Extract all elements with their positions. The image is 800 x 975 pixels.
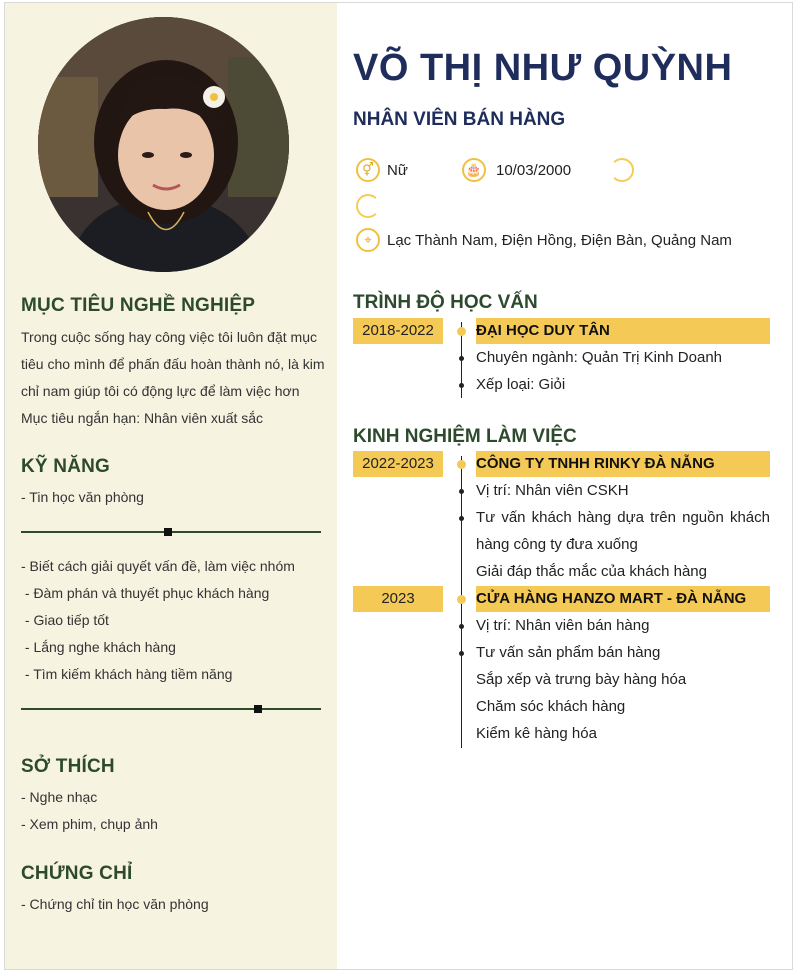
candidate-name: VÕ THỊ NHƯ QUỲNH — [353, 47, 733, 89]
education-title: TRÌNH ĐỘ HỌC VẤN — [353, 292, 538, 313]
objective-line: tiêu cho mình để phấn đấu hoàn thành nó, là kim — [21, 356, 325, 372]
skill-level-knob — [164, 528, 172, 536]
skill-item: - Giao tiếp tốt — [21, 612, 109, 628]
timeline-dot — [457, 460, 466, 469]
birthday-value: 10/03/2000 — [496, 162, 572, 179]
certificates-title: CHỨNG CHỈ — [21, 863, 133, 884]
education-period: 2018-2022 — [353, 318, 443, 344]
job-title: NHÂN VIÊN BÁN HÀNG — [353, 109, 566, 130]
job-detail: hàng công ty đưa xuống — [476, 536, 638, 553]
skill-item: - Lắng nghe khách hàng — [21, 639, 176, 655]
gender-value: Nữ — [387, 162, 408, 179]
education-detail: Chuyên ngành: Quản Trị Kinh Doanh — [476, 349, 722, 366]
job-period: 2023 — [353, 586, 443, 612]
company-name: CÔNG TY TNHH RINKY ĐÀ NẴNG — [476, 451, 770, 477]
hobby-item: - Nghe nhạc — [21, 789, 98, 805]
timeline-dot — [459, 516, 464, 521]
job-detail: Vị trí: Nhân viên bán hàng — [476, 617, 650, 634]
certificate-item: - Chứng chỉ tin học văn phòng — [21, 896, 209, 912]
job-period: 2022-2023 — [353, 451, 443, 477]
timeline-dot — [459, 383, 464, 388]
hobbies-title: SỞ THÍCH — [21, 756, 115, 777]
skill-level-bar — [21, 531, 321, 533]
job-detail: Kiểm kê hàng hóa — [476, 725, 597, 742]
gender-icon: ⚥ — [356, 158, 380, 182]
job-detail: Giải đáp thắc mắc của khách hàng — [476, 563, 707, 580]
phone-icon — [610, 158, 634, 182]
job-detail: Tư vấn sản phẩm bán hàng — [476, 644, 661, 661]
skill-item: - Đàm phán và thuyết phục khách hàng — [21, 585, 270, 601]
objective-title: MỤC TIÊU NGHỀ NGHIỆP — [21, 295, 256, 316]
hobby-item: - Xem phim, chụp ảnh — [21, 816, 158, 832]
timeline-dot — [459, 356, 464, 361]
objective-line: Mục tiêu ngắn hạn: Nhân viên xuất sắc — [21, 410, 264, 426]
school-name: ĐẠI HỌC DUY TÂN — [476, 318, 770, 344]
objective-line: Trong cuộc sống hay công việc tôi luôn đặt mục — [21, 329, 317, 345]
job-detail: Vị trí: Nhân viên CSKH — [476, 482, 629, 499]
skill-item: - Tìm kiếm khách hàng tiềm năng — [21, 666, 233, 682]
job-detail: Chăm sóc khách hàng — [476, 698, 626, 715]
objective-line: chỉ nam giúp tôi có động lực để làm việc hơn — [21, 383, 300, 399]
timeline-dot — [459, 624, 464, 629]
skill-level-knob — [254, 705, 262, 713]
skills-title: KỸ NĂNG — [21, 456, 111, 477]
job-detail: Tư vấn khách hàng dựa trên nguồn khách — [476, 509, 770, 526]
timeline-dot — [459, 489, 464, 494]
company-name: CỬA HÀNG HANZO MART - ĐÀ NẴNG — [476, 586, 770, 612]
skill-level-bar — [21, 708, 321, 710]
address-value: Lạc Thành Nam, Điện Hồng, Điện Bàn, Quảng Nam — [387, 232, 732, 249]
skill-item: - Biết cách giải quyết vấn đề, làm việc nhóm — [21, 558, 295, 574]
timeline-dot — [457, 595, 466, 604]
experience-title: KINH NGHIỆM LÀM VIỆC — [353, 426, 577, 447]
email-icon — [356, 194, 380, 218]
cake-icon: 🎂 — [462, 158, 486, 182]
avatar — [38, 17, 289, 272]
location-icon: ⌖ — [356, 228, 380, 252]
timeline-dot — [459, 651, 464, 656]
timeline-dot — [457, 327, 466, 336]
education-detail: Xếp loại: Giỏi — [476, 376, 566, 393]
skill-item: - Tin học văn phòng — [21, 489, 144, 505]
job-detail: Sắp xếp và trưng bày hàng hóa — [476, 671, 687, 688]
